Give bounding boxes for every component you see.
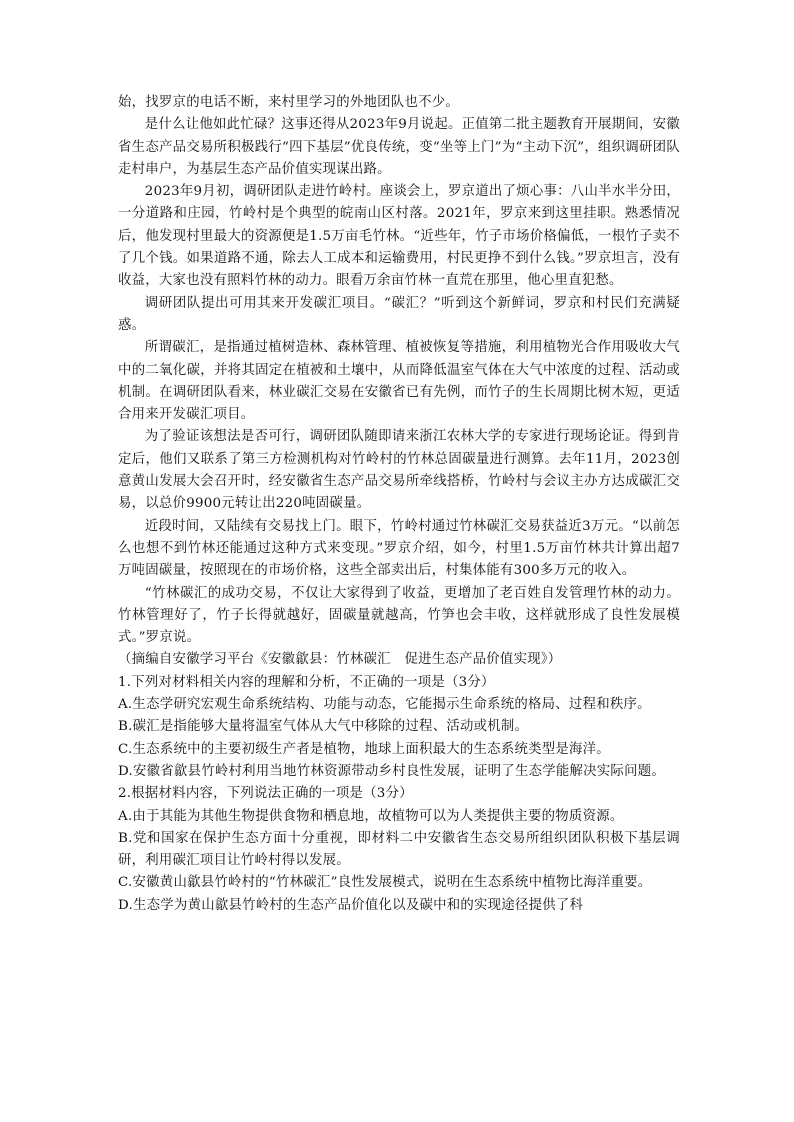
document-body	[118, 92, 680, 917]
question-stem: 1.下列对材料相关内容的理解和分析，不正确的一项是（3分）	[118, 674, 495, 690]
option-b: B.碳汇是指能够大量将温室气体从大气中移除的过程、活动或机制。	[118, 719, 529, 735]
paragraph: 调研团队提出可用其来开发碳汇项目。“碳汇？”听到这个新鲜词，罗京和村民们充满疑惑。	[118, 295, 680, 333]
paragraph: 所谓碳汇，是指通过植树造林、森林管理、植被恢复等措施，利用植物光合作用吸收大气中的二氧化碳，并将其固定在植被和土壤中，从而降低温室气体在大气中浓度的过程、活动或机制。在调研团队看来，林业碳汇交易在安徽省已有先例，而竹子的生长周期比树木短，更适合用来开发碳汇项目。	[118, 340, 680, 423]
option-c: C.安徽黄山歙县竹岭村的“竹林碳汇”良性发展模式，说明在生态系统中植物比海洋重要。	[118, 875, 652, 891]
question-1	[118, 672, 680, 783]
question-stem: 2.根据材料内容，下列说法正确的一项是（3分）	[118, 786, 413, 802]
paragraph: 近段时间，又陆续有交易找上门。眼下，竹岭村通过竹林碳汇交易获益近3万元。“以前怎么也想不到竹林还能通过这种方式来变现。”罗京介绍，如今，村里1.5万亩竹林共计算出超7万吨固碳量，按照现在的市场价格，这些全部卖出后，村集体能有300多万元的收入。	[118, 518, 680, 579]
option-a: A.生态学研究宏观生命系统结构、功能与动态，它能揭示生命系统的格局、过程和秩序。	[118, 697, 651, 713]
paragraph: “竹林碳汇的成功交易，不仅让大家得到了收益，更增加了老百姓自发管理竹林的动力。竹林管理好了，竹子长得就越好，固碳量就越高，竹笋也会丰收，这样就形成了良性发展模式。”罗京说。	[118, 585, 680, 646]
paragraph: 是什么让他如此忙碌？这事还得从2023年9月说起。正值第二批主题教育开展期间，安徽省生态产品交易所积极践行“四下基层”优良传统，变“坐等上门”为“主动下沉”，组织调研团队走村串户，为基层生态产品价值实现谋出路。	[118, 117, 680, 177]
paragraph-continuation: 始，找罗京的电话不断，来村里学习的外地团队也不少。	[118, 95, 460, 110]
option-a: A.由于其能为其他生物提供食物和栖息地，故植物可以为人类提供主要的物质资源。	[118, 808, 624, 824]
source-citation: （摘编自安徽学习平台《安徽歙县：竹林碳汇 促进生态产品价值实现》）	[118, 652, 562, 668]
paragraph: 2023年9月初，调研团队走进竹岭村。座谈会上，罗京道出了烦心事：八山半水半分田，一分道路和庄园，竹岭村是个典型的皖南山区村落。2021年，罗京来到这里挂职。熟悉情况后，他发现村里最大的资源便是1.5万亩毛竹林。“近些年，竹子市场价格偏低，一根竹子卖不了几个钱。如果道路不通，除去人工成本和运输费用，村民更挣不到什么钱。”罗京坦言，没有收益，大家也没有照料竹林的动力。眼看万余亩竹林一直荒在那里，他心里直犯愁。	[118, 184, 680, 289]
option-c: C.生态系统中的主要初级生产者是植物，地球上面积最大的生态系统类型是海洋。	[118, 741, 610, 757]
option-d: D.生态学为黄山歙县竹岭村的生态产品价值化以及碳中和的实现途径提供了科	[118, 897, 584, 913]
option-d: D.安徽省歙县竹岭村利用当地竹林资源带动乡村良性发展，证明了生态学能解决实际问题。	[118, 763, 665, 779]
paragraph: 为了验证该想法是否可行，调研团队随即请来浙江农林大学的专家进行现场论证。得到肯定后，他们又联系了第三方检测机构对竹岭村的竹林总固碳量进行测算。去年11月，2023创意黄山发展大会召开时，经安徽省生态产品交易所牵线搭桥，竹岭村与会议主办方达成碳汇交易，以总价9900元转让出220吨固碳量。	[118, 429, 680, 512]
option-b: B.党和国家在保护生态方面十分重视，即材料二中安徽省生态交易所组织团队积极下基层调研，利用碳汇项目让竹岭村得以发展。	[118, 830, 680, 869]
question-2	[118, 783, 680, 917]
